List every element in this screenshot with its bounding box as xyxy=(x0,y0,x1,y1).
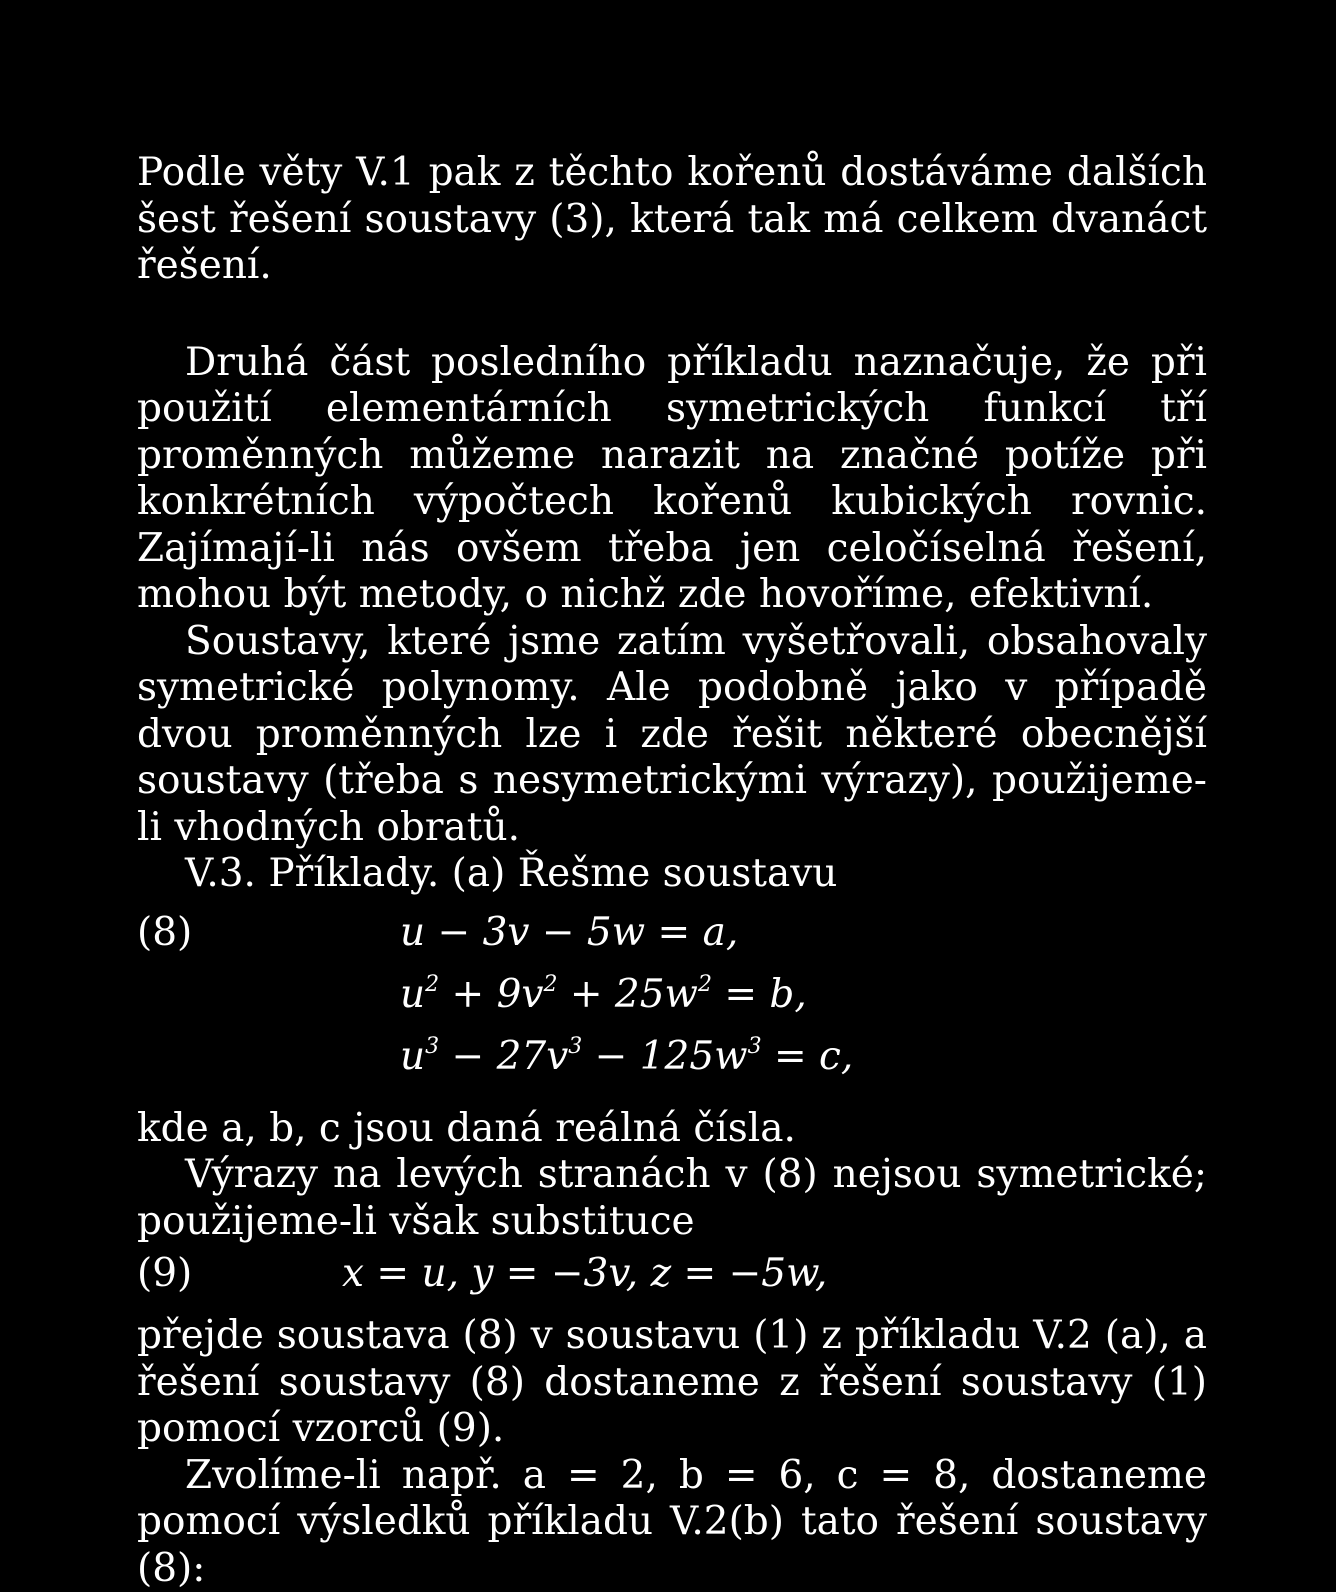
paragraph-5: Výrazy na levých stranách v (8) nejsou symetrické; použijeme-li však substituce xyxy=(137,1152,1207,1245)
paragraph-2: Druhá část posledního příkladu naznačuje, že při použití elementárních symetrických funkcí tří proměnných můžeme narazit na značné potíže při konkrétních výpočtech kořenů kubických rovnic. Zajímají-li nás ovšem třeba jen celočíselná řešení, mohou být metody, o nichž zde hovoříme, efektivní. xyxy=(137,340,1207,619)
equation-8-label: (8) xyxy=(137,910,192,957)
paragraph-3: Soustavy, které jsme zatím vyšetřovali, obsahovaly symetrické polynomy. Ale podobně jako v případě dvou proměnných lze i zde řešit některé obecnější soustavy (třeba s nesymetrickými výrazy), použijeme-li vhodných obratů. xyxy=(137,619,1207,852)
equation-8-line-1: u − 3v − 5w = a, xyxy=(400,910,738,957)
equation-8-line-2: $u^2 + 9v^2 + 25w^2 = b$, xyxy=(400,972,807,1019)
equation-9 xyxy=(137,1251,1207,1313)
section-heading: V.3. Příklady. (a) Řešme soustavu xyxy=(137,851,1207,898)
paragraph-4: kde a, b, c jsou daná reálná čísla. xyxy=(137,1106,1207,1153)
equation-8 xyxy=(137,910,1207,1106)
equation-8-line-3: $u^3 - 27v^3 - 125w^3 = c$, xyxy=(400,1034,853,1081)
equation-9-content: x = u, y = −3v, z = −5w, xyxy=(342,1251,827,1298)
page-content xyxy=(137,150,1207,1592)
paragraph-1: Podle věty V.1 pak z těchto kořenů dostáváme dalších šest řešení soustavy (3), která tak má celkem dvanáct řešení. xyxy=(137,150,1207,290)
paragraph-7: Zvolíme-li např. a = 2, b = 6, c = 8, dostaneme pomocí výsledků příkladu V.2(b) tato řešení soustavy (8): xyxy=(137,1453,1207,1592)
equation-9-label: (9) xyxy=(137,1251,192,1298)
paragraph-6: přejde soustava (8) v soustavu (1) z příkladu V.2 (a), a řešení soustavy (8) dostaneme z řešení soustavy (1) pomocí vzorců (9). xyxy=(137,1313,1207,1453)
